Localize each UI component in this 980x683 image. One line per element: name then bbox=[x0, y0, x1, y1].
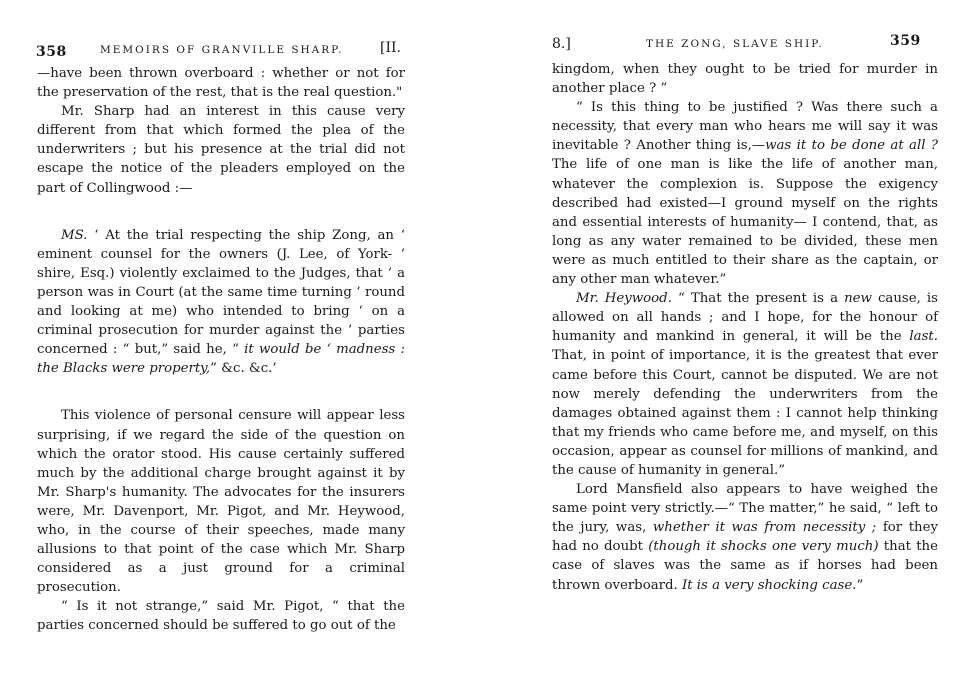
paragraph bbox=[552, 480, 938, 595]
italic-run: was it to be done at all ? bbox=[765, 138, 938, 154]
text-run: cause, is allowed on all hands ; and I hope, for the honour of humanity and mankind in general, it will be the bbox=[552, 291, 938, 345]
italic-run: it would be ‘ madness : the Blacks were property, bbox=[37, 342, 405, 377]
italic-run: last. bbox=[909, 329, 938, 345]
right-body-text bbox=[552, 60, 938, 595]
section-mark: [II. bbox=[380, 40, 401, 56]
running-head: MEMOIRS OF GRANVILLE SHARP. bbox=[100, 44, 344, 56]
paragraph bbox=[552, 98, 938, 289]
italic-run: (though it shocks one very much) bbox=[648, 539, 879, 555]
italic-run: new bbox=[844, 291, 872, 307]
running-head: THE ZONG, SLAVE SHIP. bbox=[646, 38, 824, 50]
paragraph bbox=[37, 64, 405, 102]
text-run: “ Is it not strange,” said Mr. Pigot, “ that the parties concerned should be suffered to go out of the bbox=[37, 599, 405, 634]
paragraph bbox=[552, 60, 938, 98]
text-run: —have been thrown overboard : whether or not for the preservation of the rest, that is the real question." bbox=[37, 66, 405, 101]
paragraph bbox=[552, 289, 938, 480]
manuscript-quote bbox=[37, 226, 405, 379]
text-run: kingdom, when they ought to be tried for murder in another place ? ” bbox=[552, 62, 938, 97]
text-run: ‘ At the trial respecting the ship Zong, an ‘ eminent counsel for the owners (J. Lee, of York- ‘ shire, Esq.) violently exclaimed to the Judges, that ‘ a person was in Court (at the same time turning ‘ round and looking at me) who intended to bring ‘ on a criminal prosecution for murder against the ‘ parties concerned : “ but,” said he, “ bbox=[37, 227, 405, 358]
text-run: “ That the present is a bbox=[671, 291, 845, 307]
page-number: 358 bbox=[36, 44, 67, 60]
text-run: Mr. Sharp had an interest in this cause very different from that which formed the plea of the underwriters ; but his presence at the trial did not escape the notice of the pleaders employed on the part of Collingwood :— bbox=[37, 104, 405, 196]
text-run: that the case of slaves was the same as if horses had been thrown overboard. bbox=[552, 539, 938, 593]
left-body-text bbox=[37, 64, 405, 636]
section-mark: 8.] bbox=[552, 36, 571, 52]
text-run: for they had no doubt bbox=[552, 520, 938, 555]
italic-run: whether it was from necessity ; bbox=[652, 520, 877, 536]
ms-label: MS. bbox=[61, 227, 88, 243]
text-run: That, in point of importance, it is the greatest that ever came before this Court, cannot be disputed. We are not now merely defending the underwriters from the damages obtained against them : I cannot help thinking that my friends who came before me, and myself, on this occasion, appear as counsel for millions of mankind, and the cause of humanity in general.” bbox=[552, 348, 938, 478]
text-run: “ Is this thing to be justified ? Was there such a necessity, that every man who hears me will say it was inevitable ? Another thing is,— bbox=[552, 100, 938, 154]
text-run: ” bbox=[856, 577, 864, 593]
italic-run: It is a very shocking case. bbox=[681, 577, 857, 593]
paragraph bbox=[37, 102, 405, 197]
text-run: Lord Mansfield also appears to have weighed the same point very strictly.—“ The matter,” he said, “ left to the jury, was, bbox=[552, 482, 938, 536]
right-page bbox=[490, 0, 980, 683]
paragraph bbox=[37, 597, 405, 635]
paragraph bbox=[37, 406, 405, 597]
text-run: ” &c. &c.’ bbox=[210, 361, 277, 377]
text-run: The life of one man is like the life of another man, whatever the complexion is. Suppose the exigency described had existed—I ground myself on the rights and essential interests of humanity— I contend, that, as long as any water remained to be divided, these men were as much entitled to their share as the captain, or any other man whatever.” bbox=[552, 157, 938, 288]
text-run: This violence of personal censure will appear less surprising, if we regard the side of the question on which the orator stood. His cause certainly suffered much by the additional charge brought against it by Mr. Sharp's humanity. The advocates for the insurers were, Mr. Davenport, Mr. Pigot, and Mr. Heywood, who, in the course of their speeches, made many allusions to that point of the case which Mr. Sharp considered as a just ground for a criminal prosecution. bbox=[37, 408, 405, 596]
page-number: 359 bbox=[890, 33, 921, 49]
speaker-name: Mr. Heywood. bbox=[576, 291, 672, 307]
